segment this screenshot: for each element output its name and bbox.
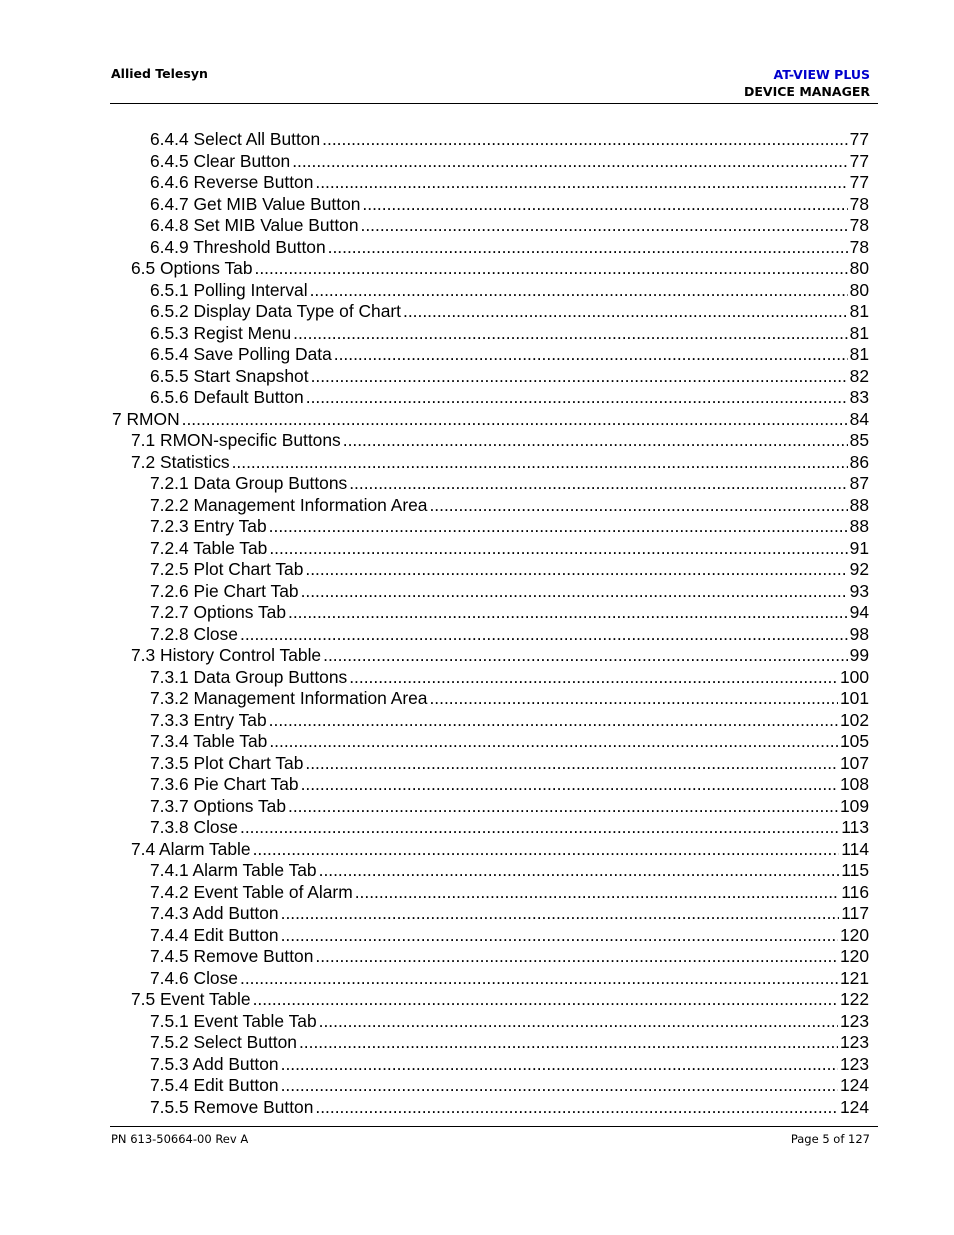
toc-dot-leader	[319, 860, 840, 882]
toc-entry[interactable]	[150, 559, 869, 581]
toc-entry-label: 7.3.2 Management Information Area	[150, 688, 428, 708]
toc-entry[interactable]	[150, 151, 869, 173]
toc-dot-leader	[429, 688, 838, 710]
toc-entry-page: 123	[839, 1053, 869, 1074]
toc-entry[interactable]	[150, 473, 869, 495]
toc-dot-leader	[232, 452, 848, 474]
toc-dot-leader	[281, 1075, 838, 1097]
toc-entry-page: 85	[849, 430, 869, 450]
toc-entry-label: 7.4.4 Edit Button	[150, 924, 279, 945]
toc-dot-leader	[293, 323, 848, 345]
toc-entry-page: 92	[849, 559, 869, 579]
toc-dot-leader	[288, 602, 848, 624]
toc-entry[interactable]	[150, 323, 869, 345]
toc-entry-page: 94	[849, 602, 869, 622]
toc-entry-label: 7.5.1 Event Table Tab	[150, 1010, 317, 1031]
toc-entry[interactable]	[150, 624, 869, 646]
toc-entry-label: 6.5.6 Default Button	[150, 387, 304, 407]
toc-entry-page: 77	[849, 150, 869, 171]
toc-entry-label: 7.5.2 Select Button	[150, 1032, 297, 1052]
toc-entry[interactable]	[150, 882, 869, 904]
toc-dot-leader	[305, 753, 838, 775]
toc-dot-leader	[269, 731, 838, 753]
toc-entry-page: 113	[841, 817, 869, 837]
company-name: Allied Telesyn	[111, 66, 208, 81]
toc-entry-page: 123	[839, 1032, 869, 1052]
toc-entry[interactable]	[150, 1097, 869, 1119]
toc-entry-label: 6.5.1 Polling Interval	[150, 279, 308, 300]
toc-entry-page: 121	[839, 967, 869, 988]
toc-entry-label: 7.2 Statistics	[131, 451, 230, 472]
document-subtitle: DEVICE MANAGER	[744, 84, 870, 99]
toc-dot-leader	[269, 516, 848, 538]
toc-entry-page: 99	[849, 645, 869, 665]
toc-entry-page: 77	[849, 129, 869, 149]
toc-entry[interactable]	[150, 581, 869, 603]
toc-entry-label: 7.2.5 Plot Chart Tab	[150, 559, 304, 579]
toc-dot-leader	[328, 237, 848, 259]
toc-dot-leader	[292, 151, 847, 173]
toc-entry-page: 81	[849, 344, 869, 364]
toc-dot-leader	[281, 925, 838, 947]
toc-entry[interactable]	[150, 710, 869, 732]
toc-entry-label: 7.3.4 Table Tab	[150, 731, 268, 751]
toc-entry[interactable]	[150, 667, 869, 689]
toc-entry-label: 7.3 History Control Table	[131, 645, 322, 665]
toc-entry-page: 91	[849, 537, 869, 558]
toc-entry-page: 80	[849, 279, 869, 300]
toc-entry-label: 7.5 Event Table	[131, 989, 251, 1009]
toc-dot-leader	[281, 903, 840, 925]
toc-dot-leader	[301, 774, 838, 796]
toc-dot-leader	[315, 172, 847, 194]
toc-entry-page: 109	[839, 795, 869, 816]
toc-entry-label: 6.5.2 Display Data Type of Chart	[150, 301, 402, 321]
toc-entry-page: 81	[849, 322, 869, 343]
toc-entry[interactable]	[150, 301, 869, 323]
toc-entry-page: 114	[841, 838, 869, 859]
toc-entry-label: 7.2.3 Entry Tab	[150, 516, 267, 536]
toc-dot-leader	[310, 280, 848, 302]
toc-entry-label: 7.2.6 Pie Chart Tab	[150, 580, 299, 601]
toc-dot-leader	[240, 817, 839, 839]
toc-dot-leader	[269, 710, 838, 732]
toc-entry[interactable]	[150, 968, 869, 990]
toc-entry-label: 7.5.5 Remove Button	[150, 1096, 314, 1117]
toc-entry-label: 6.5 Options Tab	[131, 258, 253, 278]
toc-entry-label: 7.3.1 Data Group Buttons	[150, 666, 348, 687]
toc-dot-leader	[182, 409, 848, 431]
toc-dot-leader	[403, 301, 848, 323]
toc-entry-label: 7.2.1 Data Group Buttons	[150, 473, 348, 493]
toc-entry-page: 124	[839, 1075, 869, 1095]
toc-entry[interactable]	[131, 989, 869, 1011]
toc-entry[interactable]	[150, 860, 869, 882]
toc-dot-leader	[305, 559, 847, 581]
toc-entry-page: 80	[849, 258, 869, 278]
toc-entry[interactable]	[150, 817, 869, 839]
toc-dot-leader	[315, 1097, 838, 1119]
toc-entry[interactable]	[150, 344, 869, 366]
toc-entry-label: 7.4.2 Event Table of Alarm	[150, 881, 353, 902]
toc-entry-page: 82	[849, 365, 869, 386]
toc-entry-page: 122	[839, 989, 869, 1009]
toc-entry[interactable]	[131, 452, 869, 474]
toc-entry-label: 7.2.2 Management Information Area	[150, 494, 428, 515]
toc-entry[interactable]	[131, 430, 869, 452]
toc-entry-label: 7.3.6 Pie Chart Tab	[150, 774, 299, 794]
footer-divider	[110, 1126, 878, 1127]
toc-dot-leader	[311, 366, 848, 388]
toc-entry-page: 120	[839, 924, 869, 945]
toc-entry[interactable]	[131, 645, 869, 667]
toc-entry[interactable]	[150, 1032, 869, 1054]
toc-entry-label: 7.3.8 Close	[150, 817, 238, 837]
toc-entry-page: 105	[839, 731, 869, 751]
toc-dot-leader	[253, 989, 838, 1011]
toc-dot-leader	[343, 430, 848, 452]
toc-entry-label: 6.4.6 Reverse Button	[150, 172, 314, 192]
toc-entry-page: 78	[849, 236, 869, 257]
toc-entry-page: 108	[839, 774, 869, 794]
toc-entry[interactable]	[150, 387, 869, 409]
toc-entry[interactable]	[150, 129, 869, 151]
toc-entry-page: 117	[841, 903, 869, 923]
toc-dot-leader	[253, 839, 840, 861]
toc-entry[interactable]	[150, 280, 869, 302]
toc-entry-label: 7 RMON	[112, 408, 180, 429]
toc-entry[interactable]	[150, 538, 869, 560]
toc-entry-label: 6.4.8 Set MIB Value Button	[150, 215, 359, 235]
toc-entry-page: 102	[839, 709, 869, 730]
toc-entry[interactable]	[150, 731, 869, 753]
toc-dot-leader	[301, 581, 848, 603]
toc-entry[interactable]	[150, 946, 869, 968]
toc-entry-label: 7.3.5 Plot Chart Tab	[150, 752, 304, 773]
toc-dot-leader	[281, 1054, 838, 1076]
toc-entry-page: 87	[849, 473, 869, 493]
toc-entry[interactable]	[150, 1075, 869, 1097]
toc-dot-leader	[349, 473, 847, 495]
toc-entry-label: 7.2.8 Close	[150, 623, 238, 644]
toc-entry-label: 6.5.5 Start Snapshot	[150, 365, 309, 386]
toc-entry-page: 88	[849, 494, 869, 515]
toc-dot-leader	[334, 344, 848, 366]
toc-entry[interactable]	[150, 194, 869, 216]
toc-entry-label: 7.3.3 Entry Tab	[150, 709, 267, 730]
toc-dot-leader	[323, 645, 848, 667]
toc-entry-label: 7.2.4 Table Tab	[150, 537, 268, 558]
toc-entry-label: 6.4.7 Get MIB Value Button	[150, 193, 361, 214]
toc-entry-page: 88	[849, 516, 869, 536]
toc-entry[interactable]	[150, 753, 869, 775]
toc-entry-label: 6.4.5 Clear Button	[150, 150, 291, 171]
toc-dot-leader	[240, 968, 838, 990]
toc-dot-leader	[322, 129, 848, 151]
toc-entry-page: 93	[849, 580, 869, 601]
toc-entry-label: 7.1 RMON-specific Buttons	[131, 430, 341, 450]
toc-entry-page: 101	[839, 688, 869, 708]
toc-dot-leader	[349, 667, 838, 689]
toc-dot-leader	[269, 538, 847, 560]
toc-entry-label: 7.4.6 Close	[150, 967, 238, 988]
toc-entry[interactable]	[150, 172, 869, 194]
toc-dot-leader	[240, 624, 848, 646]
toc-entry[interactable]	[131, 839, 869, 861]
toc-entry-page: 120	[839, 946, 869, 966]
toc-entry-label: 6.5.4 Save Polling Data	[150, 344, 332, 364]
toc-entry-label: 7.2.7 Options Tab	[150, 602, 286, 622]
product-title: AT-VIEW PLUS	[773, 67, 870, 82]
toc-entry-page: 77	[849, 172, 869, 192]
toc-dot-leader	[362, 194, 847, 216]
toc-entry-page: 124	[839, 1096, 869, 1117]
document-header	[744, 66, 870, 100]
toc-dot-leader	[319, 1011, 838, 1033]
toc-entry[interactable]	[150, 925, 869, 947]
toc-entry[interactable]	[150, 796, 869, 818]
toc-dot-leader	[288, 796, 838, 818]
toc-entry-label: 7.4.3 Add Button	[150, 903, 279, 923]
toc-entry[interactable]	[131, 258, 869, 280]
toc-entry-page: 116	[841, 881, 869, 902]
toc-entry-label: 6.4.9 Threshold Button	[150, 236, 326, 257]
toc-entry-page: 83	[849, 387, 869, 407]
toc-entry-label: 6.4.4 Select All Button	[150, 129, 321, 149]
toc-entry-page: 107	[839, 752, 869, 773]
toc-entry-page: 98	[849, 623, 869, 644]
toc-entry-label: 7.4 Alarm Table	[131, 838, 251, 859]
toc-entry-page: 81	[849, 301, 869, 321]
toc-dot-leader	[306, 387, 848, 409]
toc-dot-leader	[355, 882, 840, 904]
header-divider	[110, 103, 878, 104]
toc-entry-label: 7.4.1 Alarm Table Tab	[150, 860, 317, 880]
toc-entry-page: 78	[849, 215, 869, 235]
part-number: PN 613-50664-00 Rev A	[111, 1132, 249, 1146]
toc-dot-leader	[361, 215, 848, 237]
toc-entry[interactable]	[150, 516, 869, 538]
toc-entry[interactable]	[150, 903, 869, 925]
toc-entry[interactable]	[150, 366, 869, 388]
toc-entry-label: 7.3.7 Options Tab	[150, 795, 286, 816]
toc-entry[interactable]	[150, 602, 869, 624]
toc-entry-page: 115	[841, 860, 869, 880]
toc-entry-page: 84	[849, 408, 869, 429]
page-number: Page 5 of 127	[790, 1132, 870, 1146]
toc-dot-leader	[299, 1032, 838, 1054]
toc-entry-label: 7.4.5 Remove Button	[150, 946, 314, 966]
toc-entry-page: 123	[839, 1010, 869, 1031]
toc-entry[interactable]	[150, 1011, 869, 1033]
toc-entry[interactable]	[150, 495, 869, 517]
toc-dot-leader	[255, 258, 848, 280]
toc-entry-page: 100	[839, 666, 869, 687]
toc-entry-label: 7.5.4 Edit Button	[150, 1075, 279, 1095]
toc-entry[interactable]	[150, 237, 869, 259]
toc-entry[interactable]	[150, 215, 869, 237]
toc-entry[interactable]	[112, 409, 869, 431]
toc-dot-leader	[315, 946, 838, 968]
toc-entry[interactable]	[150, 774, 869, 796]
toc-entry-page: 86	[849, 451, 869, 472]
toc-entry-label: 7.5.3 Add Button	[150, 1053, 279, 1074]
toc-entry[interactable]	[150, 1054, 869, 1076]
toc-entry[interactable]	[150, 688, 869, 710]
toc-dot-leader	[429, 495, 847, 517]
toc-entry-page: 78	[849, 193, 869, 214]
toc-entry-label: 6.5.3 Regist Menu	[150, 322, 292, 343]
